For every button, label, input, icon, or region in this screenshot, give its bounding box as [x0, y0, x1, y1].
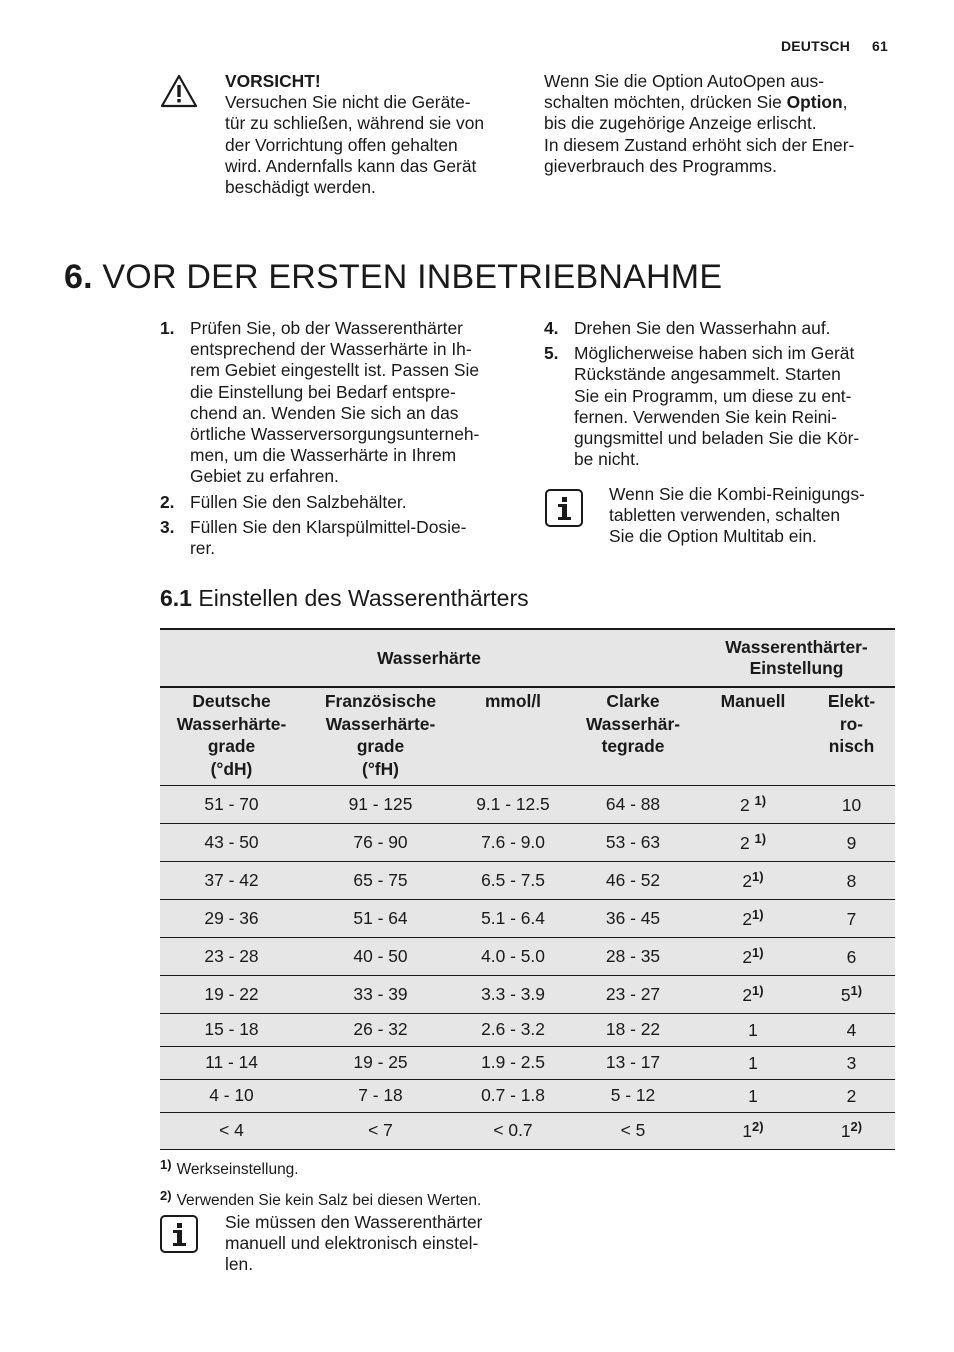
warning-line: beschädigt werden.	[225, 177, 376, 198]
table-row	[160, 1013, 895, 1046]
footnote-mark: 1)	[850, 982, 863, 998]
table-cell: 23 - 28	[160, 937, 303, 975]
footnote-mark: 2)	[752, 1119, 764, 1134]
table-cell: 1$^{2)}$	[698, 1112, 808, 1149]
subsection-title	[160, 585, 529, 612]
step-number: 1.	[160, 318, 175, 338]
footnote-mark: 1)	[752, 982, 764, 998]
table-cell: 2 $^{1)}$	[698, 823, 808, 861]
list-item: 2. Füllen Sie den Salzbehälter.	[160, 491, 407, 512]
column-header: mmol/l	[458, 687, 568, 785]
table-cell: 1	[698, 1079, 808, 1112]
footnote-mark: 1)	[754, 830, 767, 846]
water-hardness-table	[160, 628, 895, 1150]
autoopen-line: schalten möchten, drücken Sie Option,	[544, 92, 848, 113]
table-cell: 4 - 10	[160, 1079, 303, 1112]
table-cell: 53 - 63	[568, 823, 698, 861]
list-item: 4. Drehen Sie den Wasserhahn auf.	[544, 318, 831, 338]
table-cell: 65 - 75	[303, 861, 458, 899]
table-group-header: Wasserenthärter- Einstellung	[698, 629, 895, 687]
table-cell: 6	[808, 937, 895, 975]
table-row	[160, 785, 895, 823]
warning-block	[225, 71, 520, 198]
warning-line: wird. Andernfalls kann das Gerät	[225, 155, 477, 176]
table-footnotes	[160, 1152, 481, 1214]
step-number: 4.	[544, 318, 559, 338]
section-number: 6.	[64, 258, 93, 296]
table-cell: 6.5 - 7.5	[458, 861, 568, 899]
table-row	[160, 823, 895, 861]
table-row	[160, 975, 895, 1013]
warning-line: der Vorrichtung offen gehalten	[225, 134, 458, 155]
table-cell: 2	[808, 1079, 895, 1112]
table-row	[160, 899, 895, 937]
table-cell: 9	[808, 823, 895, 861]
table-cell: 5$^{1)}$	[808, 975, 895, 1013]
info-icon	[160, 1215, 198, 1253]
info-icon	[545, 489, 583, 527]
table-cell: 13 - 17	[568, 1046, 698, 1079]
column-header: Französische Wasserhärte- grade (°fH)	[303, 687, 458, 785]
column-header: Manuell	[698, 687, 808, 785]
footnote-mark: 1)	[752, 868, 764, 884]
table-cell: 26 - 32	[303, 1013, 458, 1046]
table-cell: < 5	[568, 1112, 698, 1149]
info-note-softener: Sie müssen den Wasserenthärter manuell und elektronisch einstel- len.	[225, 1212, 483, 1275]
table-cell: 7.6 - 9.0	[458, 823, 568, 861]
footnote-mark: 1)	[754, 792, 767, 808]
table-cell: 91 - 125	[303, 785, 458, 823]
table-cell: 2$^{1)}$	[698, 861, 808, 899]
footnote-mark: 1)	[752, 944, 764, 960]
table-row	[160, 1112, 895, 1149]
subsection-number: 6.1	[160, 585, 192, 611]
table-group-header: Wasserhärte	[160, 629, 698, 687]
info-note-multitab: Wenn Sie die Kombi-Reinigungs- tabletten verwenden, schalten Sie die Option Multitab ein.	[609, 484, 865, 547]
table-cell: 51 - 64	[303, 899, 458, 937]
autoopen-line: In diesem Zustand erhöht sich der Ener-	[544, 134, 855, 155]
table-cell: 2$^{1)}$	[698, 975, 808, 1013]
table-cell: 40 - 50	[303, 937, 458, 975]
column-header: Deutsche Wasserhärte- grade (°dH)	[160, 687, 303, 785]
table-cell: 23 - 27	[568, 975, 698, 1013]
warning-line: tür zu schließen, während sie von	[225, 113, 485, 134]
table-row	[160, 1046, 895, 1079]
table-cell: 37 - 42	[160, 861, 303, 899]
table-cell: 18 - 22	[568, 1013, 698, 1046]
table-row	[160, 1079, 895, 1112]
table-cell: 9.1 - 12.5	[458, 785, 568, 823]
autoopen-line: Wenn Sie die Option AutoOpen aus-	[544, 71, 825, 91]
section-title-text: VOR DER ERSTEN INBETRIEBNAHME	[102, 258, 723, 296]
page-header	[759, 38, 888, 54]
table-cell: 64 - 88	[568, 785, 698, 823]
table-cell: 51 - 70	[160, 785, 303, 823]
table-cell: 29 - 36	[160, 899, 303, 937]
warning-title: VORSICHT!	[225, 71, 321, 91]
step-number: 3.	[160, 516, 175, 537]
table-cell: 2 $^{1)}$	[698, 785, 808, 823]
table-cell: < 0.7	[458, 1112, 568, 1149]
table-cell: 43 - 50	[160, 823, 303, 861]
footnote-mark: 1)	[752, 906, 764, 922]
table-cell: 5 - 12	[568, 1079, 698, 1112]
table-cell: 76 - 90	[303, 823, 458, 861]
table-cell: 19 - 22	[160, 975, 303, 1013]
column-header: Clarke Wasserhär- tegrade	[568, 687, 698, 785]
table-cell: 2.6 - 3.2	[458, 1013, 568, 1046]
table-cell: 1.9 - 2.5	[458, 1046, 568, 1079]
subsection-title-text: Einstellen des Wasserenthärters	[198, 585, 529, 611]
list-item: 5. Möglicherweise haben sich im Gerät Rückstände angesammelt. Starten Sie ein Programm, um diese zu ent- fernen. Verwenden Sie kein Reini- gungsmittel und beladen Sie die Kör- be nicht.	[544, 343, 860, 470]
table-row	[160, 937, 895, 975]
column-header: Elekt- ro- nisch	[808, 687, 895, 785]
header-language: DEUTSCH	[780, 38, 851, 54]
table-row	[160, 861, 895, 899]
section-title	[64, 258, 722, 297]
footnote: $^{2)}$ Verwenden Sie kein Salz bei diesen Werten.	[160, 1188, 482, 1209]
table-cell: 4	[808, 1013, 895, 1046]
table-cell: 15 - 18	[160, 1013, 303, 1046]
table-cell: 19 - 25	[303, 1046, 458, 1079]
table-cell: 1	[698, 1013, 808, 1046]
table-cell: 8	[808, 861, 895, 899]
table-cell: 1$^{2)}$	[808, 1112, 895, 1149]
table-cell: 4.0 - 5.0	[458, 937, 568, 975]
table-cell: 7 - 18	[303, 1079, 458, 1112]
list-item: 3. Füllen Sie den Klarspülmittel-Dosie- rer.	[160, 516, 467, 559]
table-cell: 2$^{1)}$	[698, 899, 808, 937]
page-number: 61	[872, 38, 888, 54]
table-cell: 28 - 35	[568, 937, 698, 975]
autoopen-line: bis die zugehörige Anzeige erlischt.	[544, 113, 817, 134]
table-cell: 3	[808, 1046, 895, 1079]
table-cell: 2$^{1)}$	[698, 937, 808, 975]
autoopen-paragraph	[544, 71, 894, 177]
table-cell: 36 - 45	[568, 899, 698, 937]
steps-list-left	[160, 318, 520, 563]
option-button-label: Option	[786, 92, 843, 113]
step-number: 5.	[544, 343, 559, 364]
footnote-mark: 2)	[850, 1119, 863, 1134]
table-cell: 7	[808, 899, 895, 937]
warning-line: Versuchen Sie nicht die Geräte-	[225, 92, 471, 113]
step-number: 2.	[160, 491, 175, 512]
table-cell: 11 - 14	[160, 1046, 303, 1079]
autoopen-line: gieverbrauch des Programms.	[544, 155, 777, 176]
table-cell: 1	[698, 1046, 808, 1079]
steps-list-right	[544, 318, 899, 474]
table-cell: 5.1 - 6.4	[458, 899, 568, 937]
table-cell: 33 - 39	[303, 975, 458, 1013]
table-cell: 0.7 - 1.8	[458, 1079, 568, 1112]
table-cell: 46 - 52	[568, 861, 698, 899]
table-cell: 3.3 - 3.9	[458, 975, 568, 1013]
warning-triangle-icon	[160, 74, 198, 108]
footnote: $^{1)}$ Werkseinstellung.	[160, 1157, 299, 1178]
table-cell: < 4	[160, 1112, 303, 1149]
list-item: 1. Prüfen Sie, ob der Wasserenthärter entsprechend der Wasserhärte in Ih- rem Gebiet eingestellt ist. Passen Sie die Einstellung bei Bedarf entspre- chend an. Wenden Sie sich an das örtliche Wasserversorgungsunterneh- men, um die Wasserhärte in Ihrem Gebiet zu erfahren.	[160, 318, 480, 487]
table-cell: < 7	[303, 1112, 458, 1149]
table-cell: 10	[808, 785, 895, 823]
